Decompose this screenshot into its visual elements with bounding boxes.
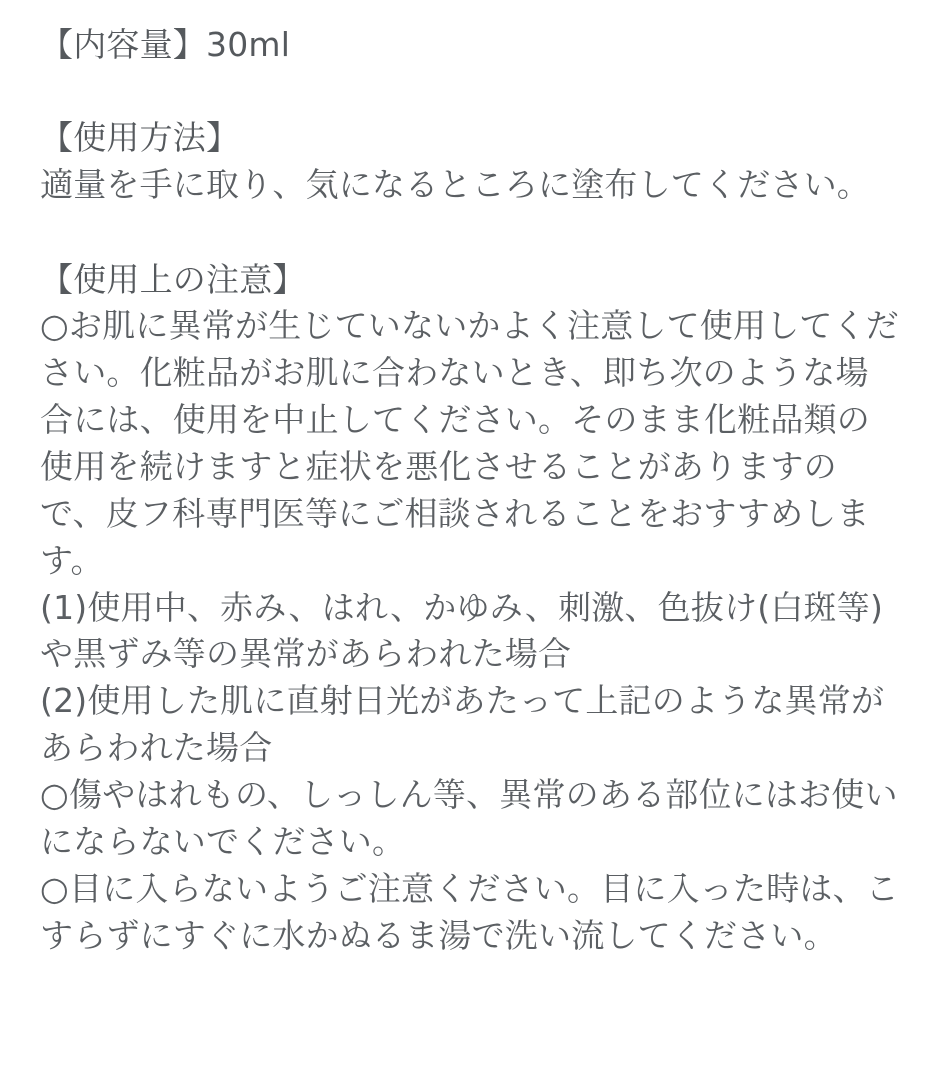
usage-heading: 【使用方法】 [40,117,240,157]
cautions-body [40,303,901,959]
cautions-heading: 【使用上の注意】 [40,259,306,299]
caution-item-1: (1)使用中、赤み、はれ、かゆみ、刺激、色抜け(白斑等)や黒ずみ等の異常があらわれた場合 [40,587,884,674]
caution-paragraph-general: ○お肌に異常が生じていないかよく注意して使用してください。化粧品がお肌に合わないとき、即ち次のような場合には、使用を中止してください。そのまま化粧品類の使用を続けますと症状を悪化させることがありますので、皮フ科専門医等にご相談されることをおすすめします。 [40,306,899,580]
volume-heading: 【内容量】30ml [40,25,291,64]
caution-paragraph-wounds: ○傷やはれもの、しっしん等、異常のある部位にはお使いにならないでください。 [40,775,898,861]
caution-paragraph-eyes: ○目に入らないようご注意ください。目に入った時は、こすらずにすぐに水かぬるま湯で洗い流してください。 [40,868,899,955]
section-cautions [40,257,901,960]
section-volume [40,22,901,69]
caution-item-2: (2)使用した肌に直射日光があたって上記のような異常があらわれた場合 [40,681,885,768]
section-usage [40,115,901,209]
usage-paragraph: 適量を手に取り、気になるところに塗布してください。 [40,164,870,204]
